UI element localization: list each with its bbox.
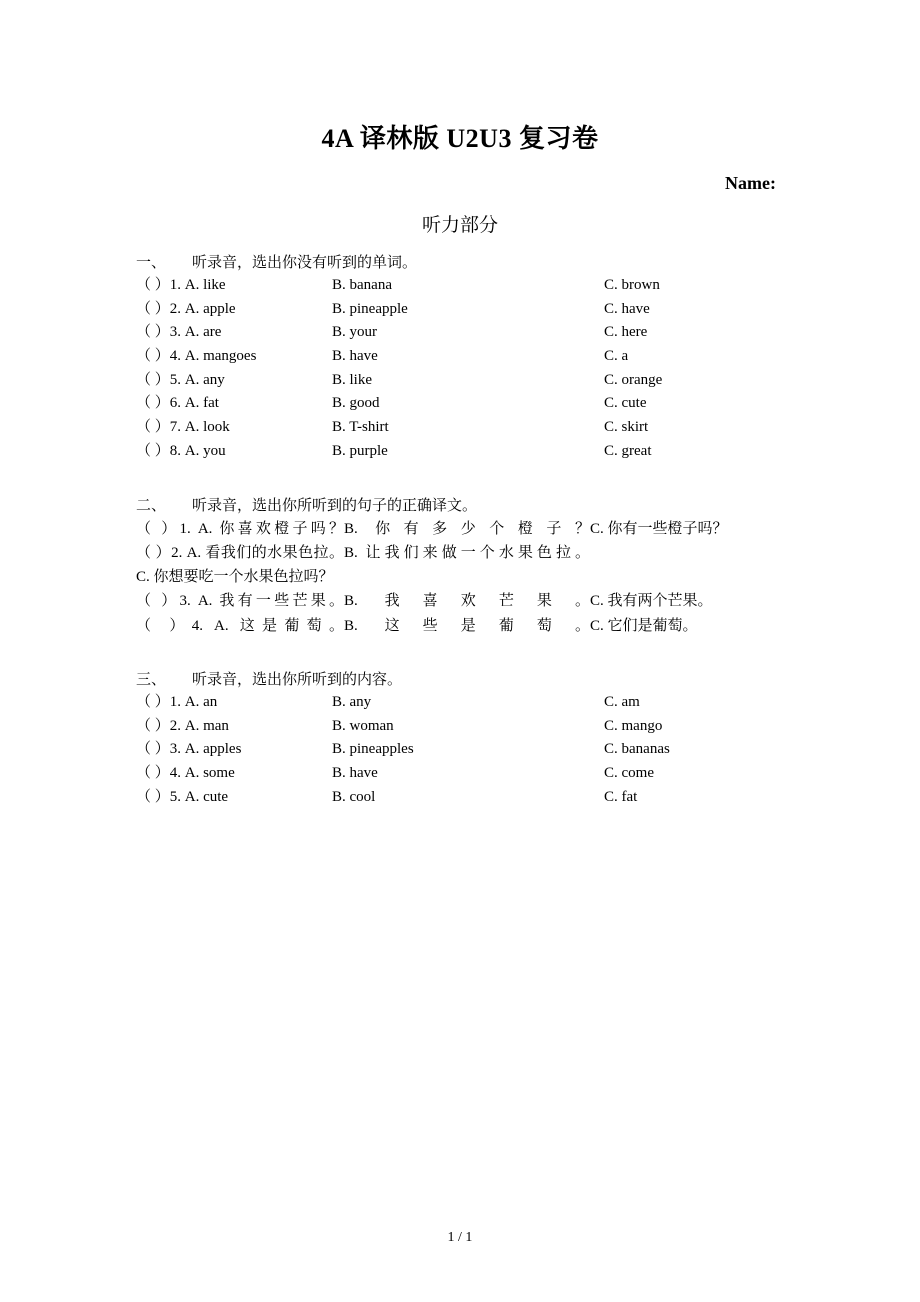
list-item — [136, 416, 784, 440]
option-c: C. fat — [604, 788, 638, 805]
list-item — [136, 614, 784, 638]
option-b: B. have — [332, 765, 378, 782]
option-b: B. good — [332, 395, 380, 412]
option-b: B. pineapple — [332, 300, 408, 317]
list-item — [136, 738, 784, 762]
option-b: B. like — [332, 371, 372, 388]
question-number-3: 三、 — [136, 671, 167, 688]
question-list-1 — [136, 274, 784, 464]
option-b: B. 我喜欢芒果。 — [344, 593, 590, 610]
option-a: （ ）8. A. you — [136, 442, 226, 459]
option-b: B. woman — [332, 717, 394, 734]
list-item — [136, 762, 784, 786]
question-text-3: 听录音，选出你所听到的内容。 — [192, 671, 403, 688]
option-c: C. mango — [604, 717, 663, 734]
option-c: C. 你有一些橙子吗？ — [590, 520, 728, 537]
question-number-1: 一、 — [136, 255, 167, 271]
question-number-2: 二、 — [136, 497, 167, 514]
option-c: C. here — [604, 324, 648, 341]
listening-section-heading: 听力部分 — [421, 214, 498, 236]
question-list-2 — [136, 517, 784, 638]
option-b: B. T-shirt — [332, 419, 389, 436]
option-a: （ ）4. A. 这是葡萄。 — [136, 617, 344, 634]
option-b: B. pineapples — [332, 741, 414, 758]
option-b: B. 让我们来做一个水果色拉。 — [344, 544, 590, 561]
option-a: （ ）3. A. apples — [136, 741, 242, 758]
list-item — [136, 369, 784, 393]
option-a: （ ）7. A. look — [136, 419, 230, 436]
option-a: （ ）3. A. 我有一些芒果。 — [136, 593, 344, 610]
spacer — [136, 464, 784, 480]
page-title: 4A 译林版 U2U3 复习卷 — [321, 124, 599, 153]
option-c: C. am — [604, 693, 640, 710]
option-a: （ ）5. A. any — [136, 371, 225, 388]
list-item — [136, 786, 784, 810]
question-text-1: 听录音，选出你没有听到的单词。 — [192, 255, 418, 271]
list-item — [136, 691, 784, 715]
option-c: C. skirt — [604, 419, 649, 436]
option-c: C. cute — [604, 395, 647, 412]
question-text-2: 听录音，选出你所听到的句子的正确译文。 — [192, 497, 478, 514]
option-c: C. have — [604, 300, 650, 317]
list-item — [136, 345, 784, 369]
option-c: C. great — [604, 442, 652, 459]
list-item — [136, 274, 784, 298]
option-b: B. banana — [332, 277, 392, 293]
option-a: （ ）2. A. man — [136, 717, 229, 734]
question-heading-2 — [136, 494, 784, 515]
list-item — [136, 321, 784, 345]
option-c: C. bananas — [604, 741, 670, 758]
spacer — [136, 638, 784, 654]
option-a: （ ）3. A. are — [136, 324, 222, 341]
option-c: C. brown — [604, 277, 660, 293]
option-c: C. 你想要吃一个水果色拉吗？ — [136, 569, 334, 586]
option-c: C. 它们是葡萄。 — [590, 617, 698, 634]
list-item — [136, 298, 784, 322]
option-a: （ ）1. A. an — [136, 693, 218, 710]
option-a: （ ）4. A. mangoes — [136, 348, 257, 365]
name-field-label: Name: — [725, 173, 776, 193]
option-b: B. have — [332, 348, 378, 365]
question-list-3 — [136, 691, 784, 809]
option-c: C. orange — [604, 371, 663, 388]
option-a: （ ）4. A. some — [136, 765, 235, 782]
option-a: （ ）6. A. fat — [136, 395, 219, 412]
option-a: （ ）1. A. like — [136, 277, 226, 293]
option-a: （ ）5. A. cute — [136, 788, 229, 805]
list-item — [136, 517, 784, 541]
question-heading-3 — [136, 668, 784, 689]
option-c: C. 我有两个芒果。 — [590, 593, 713, 610]
option-c: C. come — [604, 765, 654, 782]
option-b: B. your — [332, 324, 377, 341]
option-b: B. purple — [332, 442, 388, 459]
list-item — [136, 392, 784, 416]
option-b: B. 这些是葡萄。 — [344, 617, 590, 634]
option-a: （ ）2. A. apple — [136, 300, 236, 317]
list-item — [136, 541, 784, 590]
page-number: 1 / 1 — [447, 1230, 473, 1245]
list-item — [136, 715, 784, 739]
option-a: （ ）2. A. 看我们的水果色拉。 — [136, 544, 344, 561]
option-c: C. a — [604, 348, 629, 365]
option-b: B. 你有多少个橙子？ — [344, 520, 590, 537]
option-a: （ ）1. A. 你喜欢橙子吗？ — [136, 520, 344, 537]
list-item — [136, 589, 784, 613]
option-b: B. any — [332, 693, 372, 710]
question-heading-1 — [136, 251, 784, 272]
option-b: B. cool — [332, 788, 376, 805]
list-item — [136, 440, 784, 464]
document-body — [136, 0, 784, 809]
